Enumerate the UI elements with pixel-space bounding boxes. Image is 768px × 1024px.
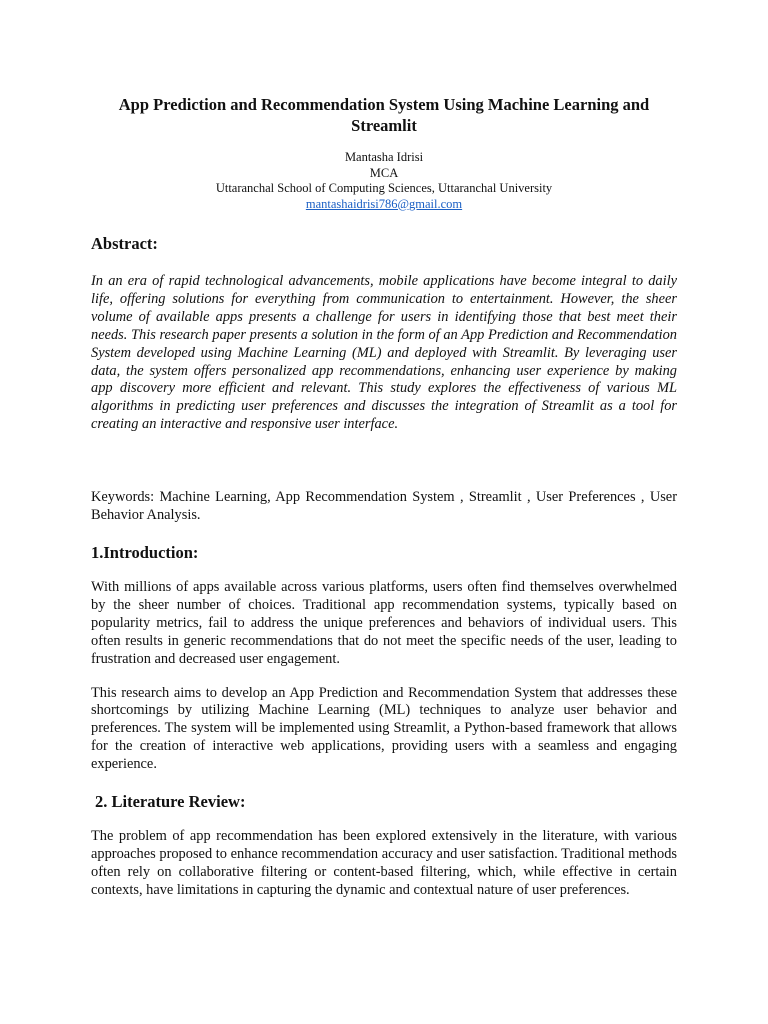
abstract-text: In an era of rapid technological advancements, mobile applications have become integral to daily life, offering solutions for everything from communication to entertainment. However, the sheer volume of available apps presents a challenge for users in identifying those that best meet their needs. This research paper presents a solution in the form of an App Prediction and Recommendation System developed using Machine Learning (ML) and deployed with Streamlit. By leveraging user data, the system offers personalized app recommendations, enhancing user experience by making app discovery more efficient and relevant. This study explores the effectiveness of various ML algorithms in predicting user preferences and discusses the integration of Streamlit as a tool for creating an interactive and responsive user interface. <box>91 273 677 433</box>
author-name: Mantasha Idrisi <box>344 150 424 164</box>
paper-title: App Prediction and Recommendation System Using Machine Learning and Streamlit <box>118 95 650 135</box>
literature-review-heading: 2. Literature Review: <box>95 792 246 812</box>
keywords: Keywords: Machine Learning, App Recommendation System , Streamlit , User Preferences , User Behavior Analysis. <box>91 489 677 524</box>
literature-review-paragraph-1: The problem of app recommendation has been explored extensively in the literature, with various approaches proposed to enhance recommendation accuracy and user satisfaction. Traditional methods often rely on collaborative filtering or content-based filtering, which, while effective in certain contexts, have limitations in capturing the dynamic and contextual nature of user preferences. <box>91 828 677 898</box>
introduction-paragraph-1: With millions of apps available across various platforms, users often find themselves overwhelmed by the sheer number of choices. Traditional app recommendation systems, typically based on popularity metrics, fail to address the unique preferences and behaviors of individual users. This often results in generic recommendations that do not meet the specific needs of the user, leading to frustration and decreased user engagement. <box>91 578 677 667</box>
author-affiliation: Uttaranchal School of Computing Sciences, Uttaranchal University <box>215 181 553 195</box>
introduction-heading: 1.Introduction: <box>91 542 199 562</box>
author-email-link[interactable]: mantashaidrisi786@gmail.com <box>305 196 463 211</box>
abstract-heading: Abstract: <box>91 234 158 253</box>
author-degree: MCA <box>369 165 399 180</box>
author-block <box>91 150 677 212</box>
introduction-paragraph-2: This research aims to develop an App Prediction and Recommendation System that addresses these shortcomings by utilizing Machine Learning (ML) techniques to analyze user behavior and preferences. The system will be implemented using Streamlit, a Python-based framework that allows for the creation of interactive web applications, providing users with a seamless and engaging experience. <box>91 684 677 773</box>
